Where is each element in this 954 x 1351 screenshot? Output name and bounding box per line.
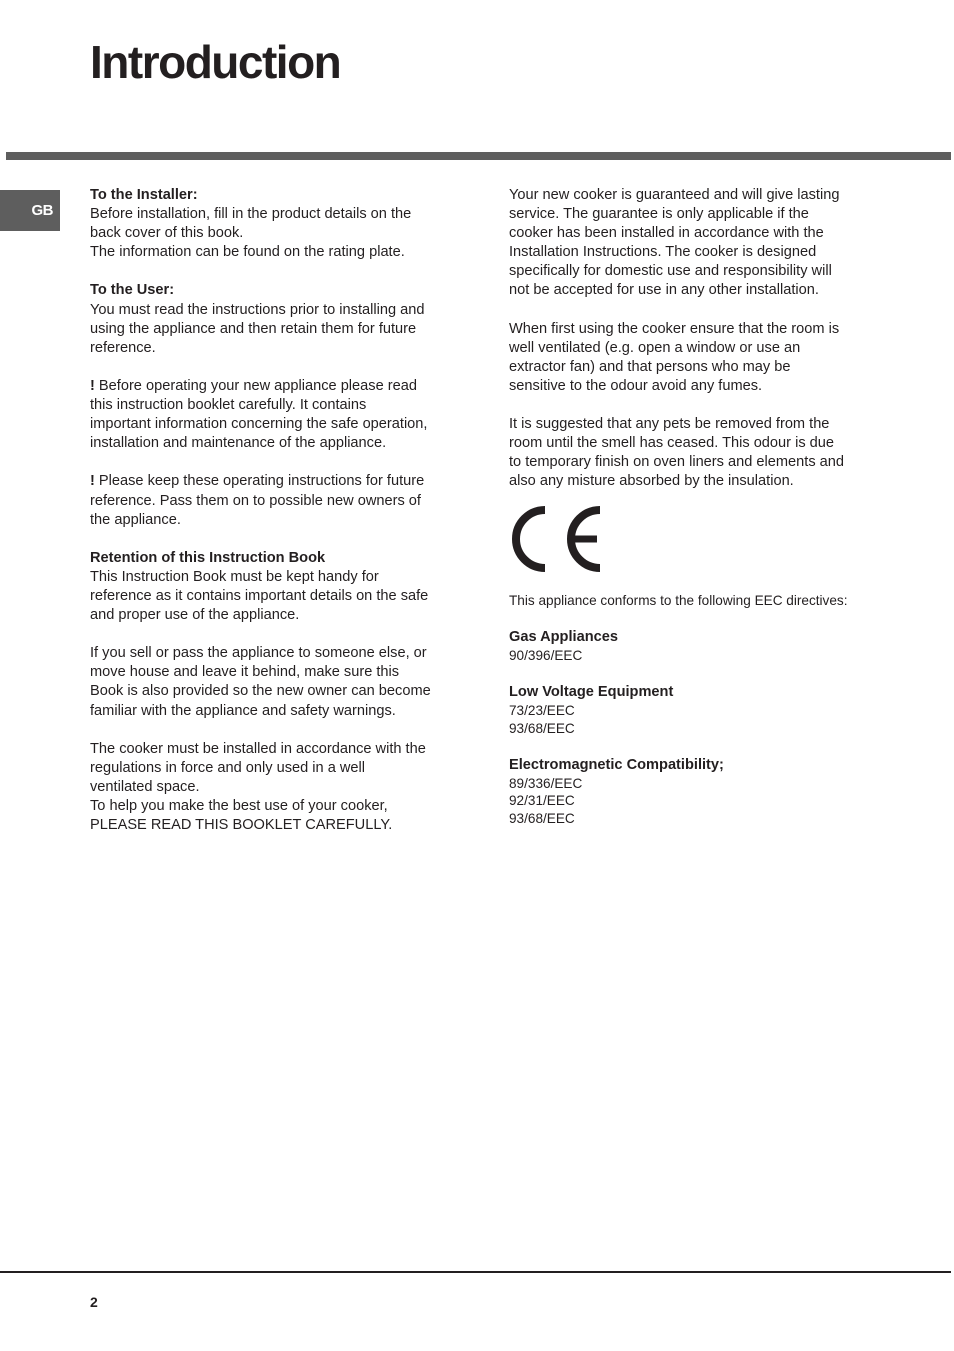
warning-mark: !	[90, 473, 95, 490]
installer-line: The information can be found on the rating plate.	[90, 244, 405, 261]
ventilation-section	[509, 320, 885, 396]
ventilation-line: well ventilated (e.g. open a window or use an	[509, 339, 801, 356]
right-column	[509, 186, 885, 846]
ventilation-line: extractor fan) and that persons who may be	[509, 358, 791, 375]
warning-line: important information concerning the safe operation,	[90, 416, 428, 433]
warning-read-section	[90, 377, 466, 453]
page-title: Introduction	[90, 36, 341, 88]
user-section	[90, 281, 466, 357]
ventilation-line: When first using the cooker ensure that the room is	[509, 320, 840, 337]
directive-code: 73/23/EEC	[509, 703, 575, 719]
sell-line: Book is also provided so the new owner can become	[90, 683, 431, 700]
directive-low-voltage	[509, 683, 885, 738]
warning-line: reference. Pass them on to possible new owners of	[90, 492, 421, 509]
user-line: reference.	[90, 339, 156, 356]
ce-mark-icon	[509, 504, 603, 574]
guarantee-line: cooker has been installed in accordance with the	[509, 225, 824, 242]
directive-heading: Electromagnetic Compatibility;	[509, 756, 724, 773]
installer-section	[90, 186, 466, 262]
install-line: PLEASE READ THIS BOOKLET CAREFULLY.	[90, 817, 393, 834]
ventilation-line: sensitive to the odour avoid any fumes.	[509, 377, 763, 394]
guarantee-section	[509, 186, 885, 301]
guarantee-line: Your new cooker is guaranteed and will give lasting	[509, 187, 840, 203]
retention-heading: Retention of this Instruction Book	[90, 549, 326, 566]
installer-line: back cover of this book.	[90, 225, 244, 242]
directive-emc	[509, 756, 885, 828]
user-line: You must read the instructions prior to installing and	[90, 301, 425, 318]
retention-line: reference as it contains important details on the safe	[90, 587, 429, 604]
sell-line: If you sell or pass the appliance to someone else, or	[90, 645, 427, 662]
sell-line: move house and leave it behind, make sure this	[90, 664, 400, 681]
installer-heading: To the Installer:	[90, 187, 198, 203]
directive-heading: Low Voltage Equipment	[509, 684, 674, 701]
warning-mark: !	[90, 377, 95, 394]
warning-line: installation and maintenance of the appliance.	[90, 435, 387, 452]
directive-heading: Gas Appliances	[509, 629, 618, 646]
footer-divider	[0, 1271, 951, 1273]
sell-section	[90, 644, 466, 720]
left-column	[90, 186, 466, 854]
directive-code: 93/68/EEC	[509, 811, 575, 827]
directive-gas	[509, 628, 885, 665]
page-number: 2	[90, 1294, 98, 1310]
user-line: using the appliance and then retain them for future	[90, 320, 417, 337]
retention-section	[90, 549, 466, 625]
warning-line: Before operating your new appliance please read	[94, 377, 417, 394]
pets-line: also any misture absorbed by the insulation.	[509, 473, 794, 490]
pets-line: room until the smell has ceased. This odour is due	[509, 435, 835, 452]
header-divider	[6, 152, 951, 160]
install-line: To help you make the best use of your cooker,	[90, 798, 388, 814]
pets-line: It is suggested that any pets be removed from the	[509, 416, 830, 433]
warning-line: Please keep these operating instructions for future	[94, 473, 425, 490]
guarantee-line: service. The guarantee is only applicable if the	[509, 206, 809, 223]
pets-section	[509, 415, 885, 491]
directive-code: 89/336/EEC	[509, 775, 583, 791]
guarantee-line: specifically for domestic use and responsibility will	[509, 263, 832, 280]
warning-keep-section	[90, 472, 466, 529]
retention-line: and proper use of the appliance.	[90, 607, 300, 624]
directive-code: 93/68/EEC	[509, 720, 575, 736]
language-tab: GB	[0, 190, 60, 231]
install-line: ventilated space.	[90, 778, 200, 795]
retention-line: This Instruction Book must be kept handy for	[90, 568, 379, 585]
guarantee-line: Installation Instructions. The cooker is designed	[509, 244, 817, 261]
warning-line: this instruction booklet carefully. It contains	[90, 397, 367, 414]
install-line: The cooker must be installed in accordance with the	[90, 740, 426, 757]
install-line: regulations in force and only used in a well	[90, 759, 366, 776]
warning-line: the appliance.	[90, 511, 181, 528]
conformity-text: This appliance conforms to the following EEC directives:	[509, 592, 848, 608]
installer-line: Before installation, fill in the product details on the	[90, 206, 412, 223]
guarantee-line: not be accepted for use in any other installation.	[509, 282, 819, 299]
pets-line: to temporary finish on oven liners and elements and	[509, 454, 845, 471]
directive-code: 90/396/EEC	[509, 648, 583, 664]
install-section	[90, 740, 466, 835]
user-heading: To the User:	[90, 282, 175, 299]
sell-line: familiar with the appliance and safety warnings.	[90, 702, 396, 719]
directive-code: 92/31/EEC	[509, 793, 575, 809]
